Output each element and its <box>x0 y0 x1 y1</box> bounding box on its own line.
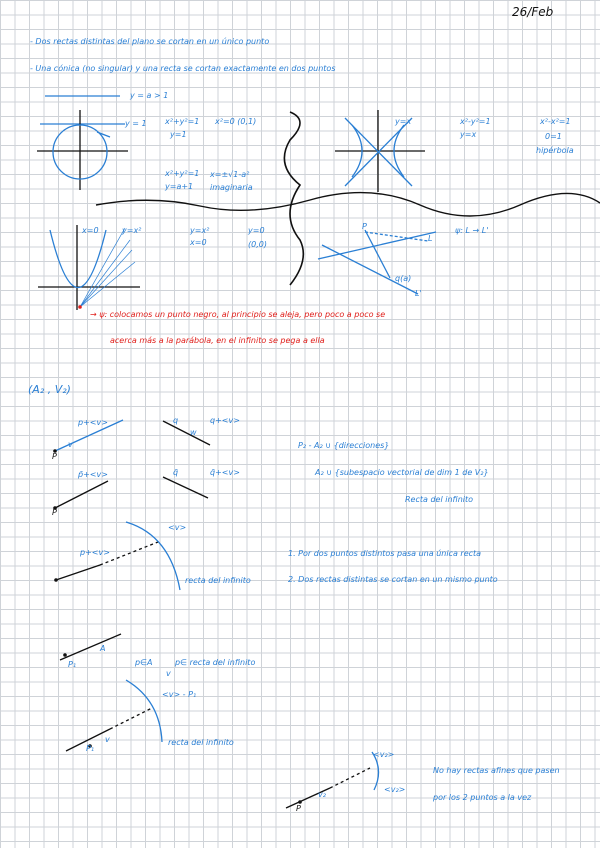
note-line-1: - Dos rectas distintas del plano se cortan en un único punto <box>30 37 270 46</box>
hyp-res2: 0=1 <box>545 132 562 141</box>
lbl-pv: p+<v> <box>78 418 108 427</box>
lbl-qv: q+<v> <box>210 416 240 425</box>
date: 26/Feb <box>512 5 554 19</box>
section-title: (A₂ , V₂) <box>28 383 71 396</box>
lbl-v-inf: <v> <box>168 523 187 532</box>
lbl-q: q <box>173 416 179 425</box>
lbl-v: v <box>68 440 73 449</box>
rot-P: P <box>362 222 367 231</box>
label-y1: y = 1 <box>125 119 147 128</box>
lbl-vp1: <v> - P₁ <box>162 690 197 699</box>
p2-a2: P₂ - A₂ ∪ {direcciones} <box>298 441 390 450</box>
final-2: por los 2 puntos a la vez <box>433 793 532 802</box>
recta-inf-3: recta del infinito <box>168 738 234 747</box>
recta-inf-2: recta del infinito <box>185 576 251 585</box>
lbl-v1: v <box>166 669 171 678</box>
lbl-A: A <box>100 644 106 653</box>
rot-q: q(a) <box>395 274 412 283</box>
sys2-d: imaginaria <box>210 183 253 192</box>
lbl-P1b: P₁ <box>86 744 95 753</box>
lbl-w: w <box>190 428 197 437</box>
lbl-pv2: p̄+<v> <box>78 470 108 479</box>
a2-sub: A₂ ∪ {subespacio vectorial de dim 1 de V₂} <box>315 468 489 477</box>
sys2-b: y=a+1 <box>165 182 194 191</box>
rot-L2: L' <box>415 289 422 298</box>
hyp-sys-a: x²-y²=1 <box>460 117 491 126</box>
circle-sys-b: y=1 <box>170 130 187 139</box>
label-y-a: y = a > 1 <box>130 91 169 100</box>
red-note-1: → ψ: colocamos un punto negro, al principio se aleja, pero poco a poco se <box>90 310 386 319</box>
lbl-Pbar: P̄ <box>52 508 57 517</box>
lbl-v2inf: <v₂> <box>373 750 395 759</box>
lbl-pv3: p+<v> <box>80 548 110 557</box>
lbl-P1: P₁ <box>68 660 77 669</box>
rot-L: L <box>428 234 433 243</box>
lbl-Pc: P <box>296 804 301 813</box>
sys2-a: x²+y²=1 <box>165 169 200 178</box>
circle-sys-a: x²+y²=1 <box>165 117 200 126</box>
lbl-prA: p∈ recta del infinito <box>175 658 256 667</box>
par-sys-a: y=x² <box>190 226 210 235</box>
lbl-v2: v₂ <box>318 790 326 799</box>
recta-inf: Recta del infinito <box>405 495 474 504</box>
lbl-P: P <box>52 452 57 461</box>
lbl-qv2: q̄+<v> <box>210 468 240 477</box>
lbl-v2pt: <v₂> <box>384 785 406 794</box>
label-x0: x=0 <box>82 226 99 235</box>
rot-map: ψ: L → L' <box>455 226 489 235</box>
lbl-vb: v <box>105 735 110 744</box>
prop-2: 2. Dos rectas distintas se cortan en un mismo punto <box>288 575 498 584</box>
hyp-res: x²-x²=1 <box>540 117 571 126</box>
par-res: y=0 <box>248 226 265 235</box>
red-note-2: acerca más a la parábola, en el infinito se pega a ella <box>110 336 325 345</box>
lbl-pA: p∈A <box>135 658 153 667</box>
final-1: No hay rectas afines que pasen <box>433 766 560 775</box>
hyp-label: y=x <box>395 117 412 126</box>
circle-sol: x²=0 (0,1) <box>215 117 257 126</box>
sys2-c: x=±√1-a² <box>210 170 250 179</box>
par-sys-b: x=0 <box>190 238 207 247</box>
label-yx2: y=x² <box>122 226 142 235</box>
par-pt: (0,0) <box>248 240 267 249</box>
prop-1: 1. Por dos puntos distintos pasa una única recta <box>288 549 482 558</box>
lbl-qbar: q̄ <box>173 468 179 477</box>
hyp-word: hipérbola <box>536 146 574 155</box>
note-line-2: - Una cónica (no singular) y una recta se cortan exactamente en dos puntos <box>30 64 336 73</box>
hyp-sys-b: y=x <box>460 130 477 139</box>
